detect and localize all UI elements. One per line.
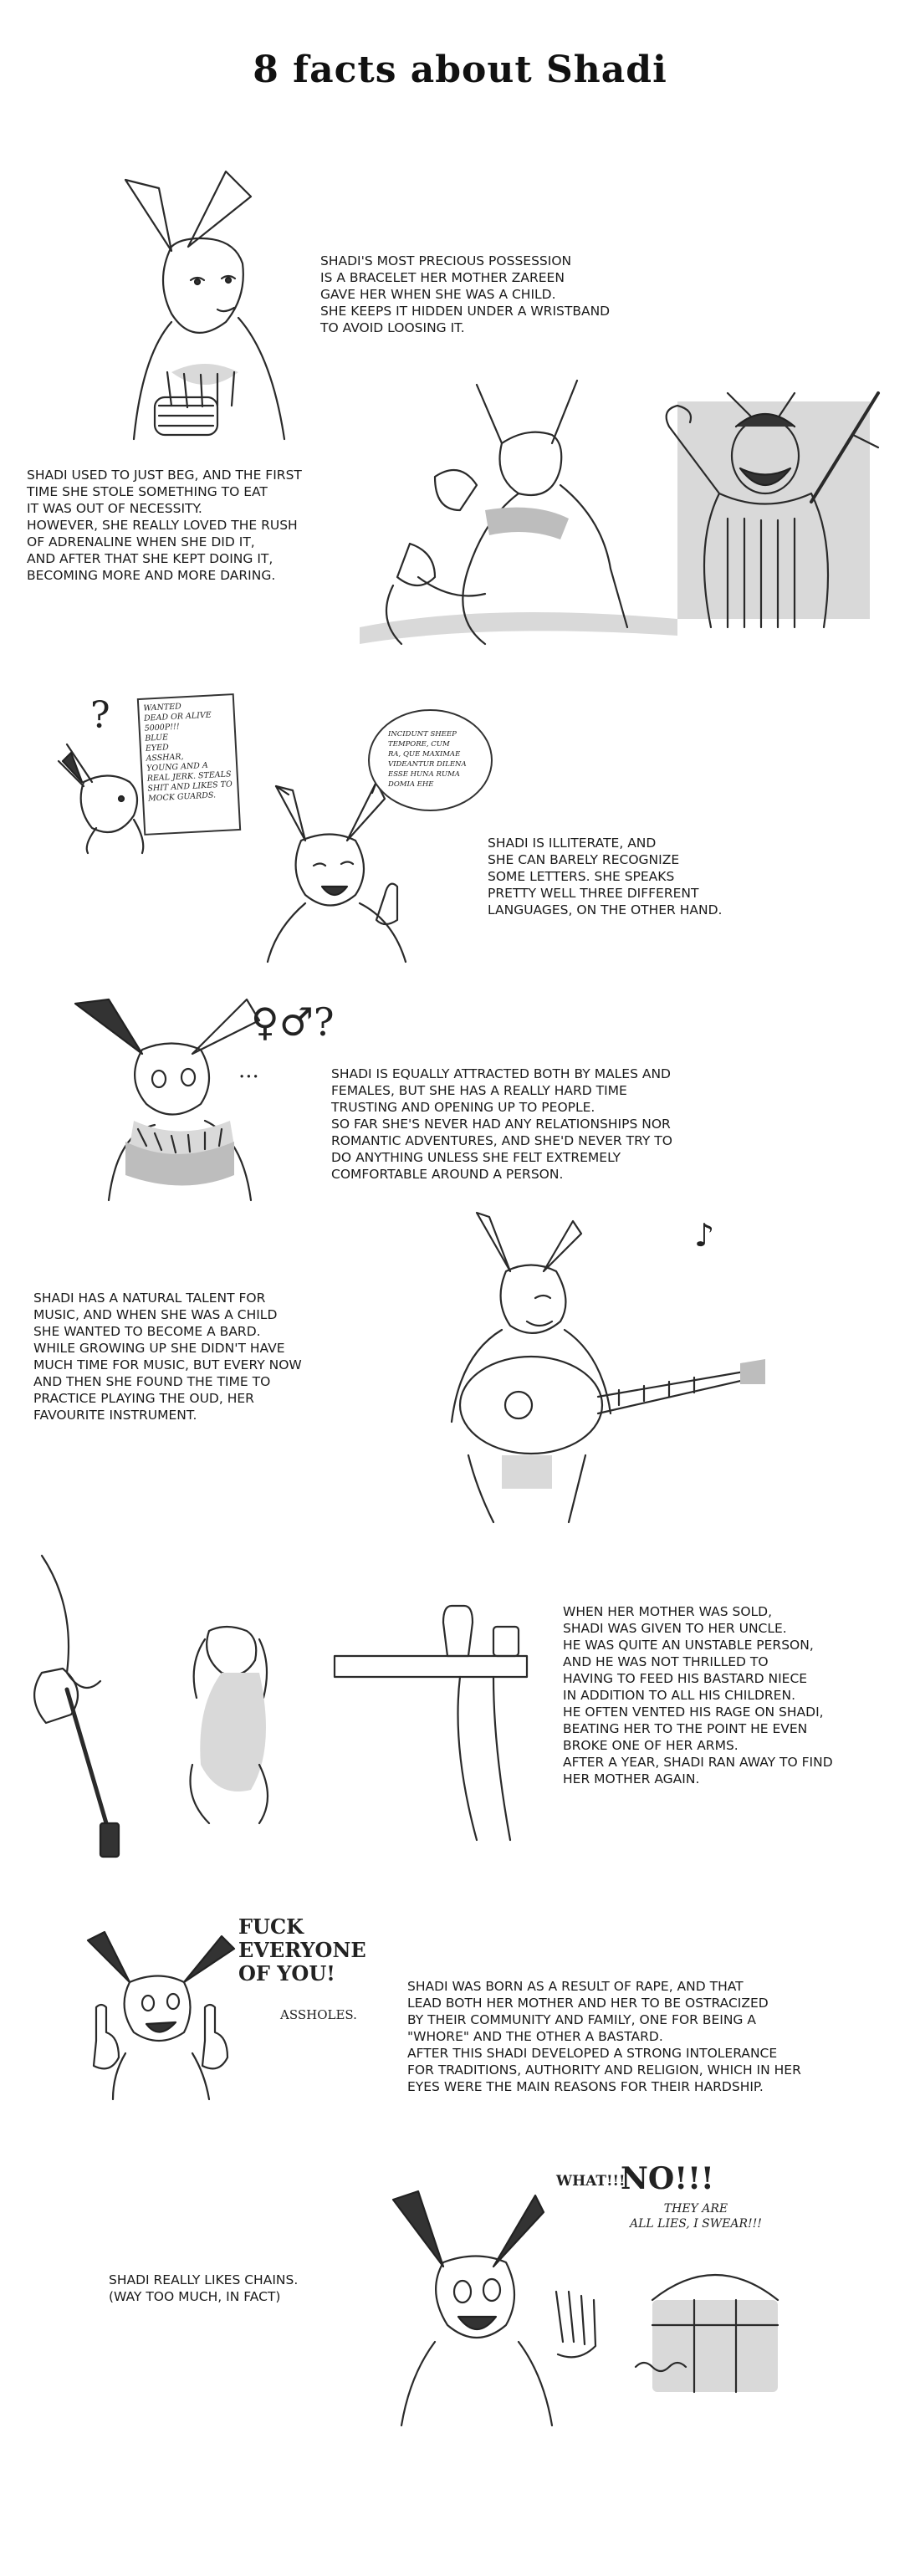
illustration-poster-reading bbox=[50, 736, 159, 853]
speech-lies: THEY ARE ALL LIES, I SWEAR!!! bbox=[630, 2202, 762, 2231]
wanted-poster-text: WANTED DEAD OR ALIVE 5000P!!! BLUE EYED ASSHAR, YOUNG AND A REAL JERK. STEALS SHIT AND LIKES TO MOCK GUARDS. bbox=[143, 702, 233, 804]
speech-assholes: ASSHOLES. bbox=[280, 2007, 357, 2022]
fact-text: SHADI IS EQUALLY ATTRACTED BOTH BY MALES AND FEMALES, BUT SHE HAS A REALLY HARD TIME TRUSTING AND OPENING UP TO PEOPLE. SO FAR SHE'S NEVER HAD ANY RELATIONSHIPS NOR ROMANTIC ADVENTURES, AND SHE'D NEVER TRY TO DO ANYTHING UNLESS SHE FELT EXTREMELY COMFORTABLE AROUND A PERSON. bbox=[331, 1066, 672, 1182]
fact-text: SHADI REALLY LIKES CHAINS. (WAY TOO MUCH, IN FACT) bbox=[109, 2272, 299, 2304]
fact-text: SHADI'S MOST PRECIOUS POSSESSION IS A BRACELET HER MOTHER ZAREEN GAVE HER WHEN SHE WAS A CHILD. SHE KEEPS IT HIDDEN UNDER A WRISTBAND TO AVOID LOOSING IT. bbox=[320, 253, 611, 335]
ellipsis: ... bbox=[238, 1058, 259, 1083]
speech-fuck: FUCK EVERYONE OF YOU! bbox=[238, 1914, 366, 1986]
music-note: ♪ bbox=[694, 1217, 715, 1254]
illustration-oud bbox=[418, 1204, 769, 1522]
gender-symbols: ♀♂? bbox=[251, 999, 335, 1045]
fact-text: WHEN HER MOTHER WAS SOLD, SHADI WAS GIVEN TO HER UNCLE. HE WAS QUITE AN UNSTABLE PERSON, AND HE WAS NOT THRILLED TO HAVING TO FEED HIS BASTARD NIECE IN ADDITION TO ALL HIS CHILDREN. HE OFTEN VENTED HIS RAGE ON SHADI, BEATING HER TO THE POINT HE EVEN BROKE ONE OF HER ARMS. AFTER A YEAR, SHADI RAN AWAY TO FIND HER MOTHER AGAIN. bbox=[563, 1604, 833, 1786]
speech-bubble-languages bbox=[368, 709, 493, 811]
question-mark: ? bbox=[90, 694, 110, 737]
fact-text: SHADI USED TO JUST BEG, AND THE FIRST TIME SHE STOLE SOMETHING TO EAT IT WAS OUT OF NECESSITY. HOWEVER, SHE REALLY LOVED THE RUSH OF ADRENALINE WHEN SHE DID IT, AND AFTER THAT SHE KEPT DOING IT, BECOMING MORE AND MORE DARING. bbox=[27, 468, 302, 583]
fact-text: SHADI IS ILLITERATE, AND SHE CAN BARELY RECOGNIZE SOME LETTERS. SHE SPEAKS PRETTY WELL THREE DIFFERENT LANGUAGES, ON THE OTHER HAND. bbox=[488, 836, 723, 917]
illustration-bracelet bbox=[92, 155, 326, 447]
fact-text: SHADI HAS A NATURAL TALENT FOR MUSIC, AND WHEN SHE WAS A CHILD SHE WANTED TO BECOME A BARD. WHILE GROWING UP SHE DIDN'T HAVE MUCH TIME FOR MUSIC, BUT EVERY NOW AND THEN SHE FOUND THE TIME TO PRACTICE PLAYING THE OUD, HER FAVOURITE INSTRUMENT. bbox=[33, 1291, 302, 1423]
illustration-stealing bbox=[360, 376, 895, 661]
illustration-uncle bbox=[25, 1556, 544, 1873]
speech-bubble-latin-text: INCIDUNT SHEEP TEMPORE, CUM RA, QUE MAXIMAE VIDEANTUR DILENA ESSE HUNA RUMA DOMIA EHE bbox=[388, 730, 467, 789]
page-title: 8 facts about Shadi bbox=[253, 49, 667, 91]
fact-text: SHADI WAS BORN AS A RESULT OF RAPE, AND THAT LEAD BOTH HER MOTHER AND HER TO BE OSTRACIZED BY THEIR COMMUNITY AND FAMILY, ONE FOR BEING A "WHORE" AND THE OTHER A BASTARD. AFTER THIS SHADI DEVELOPED A STRONG INTOLERANCE FOR TRADITIONS, AUTHORITY AND RELIGION, WHICH IN HER EYES WERE THE MAIN REASONS FOR THEIR HARDSHIP. bbox=[407, 1979, 801, 2094]
speech-no: NO!!! bbox=[621, 2161, 714, 2196]
speech-what: WHAT!!! bbox=[556, 2173, 626, 2190]
